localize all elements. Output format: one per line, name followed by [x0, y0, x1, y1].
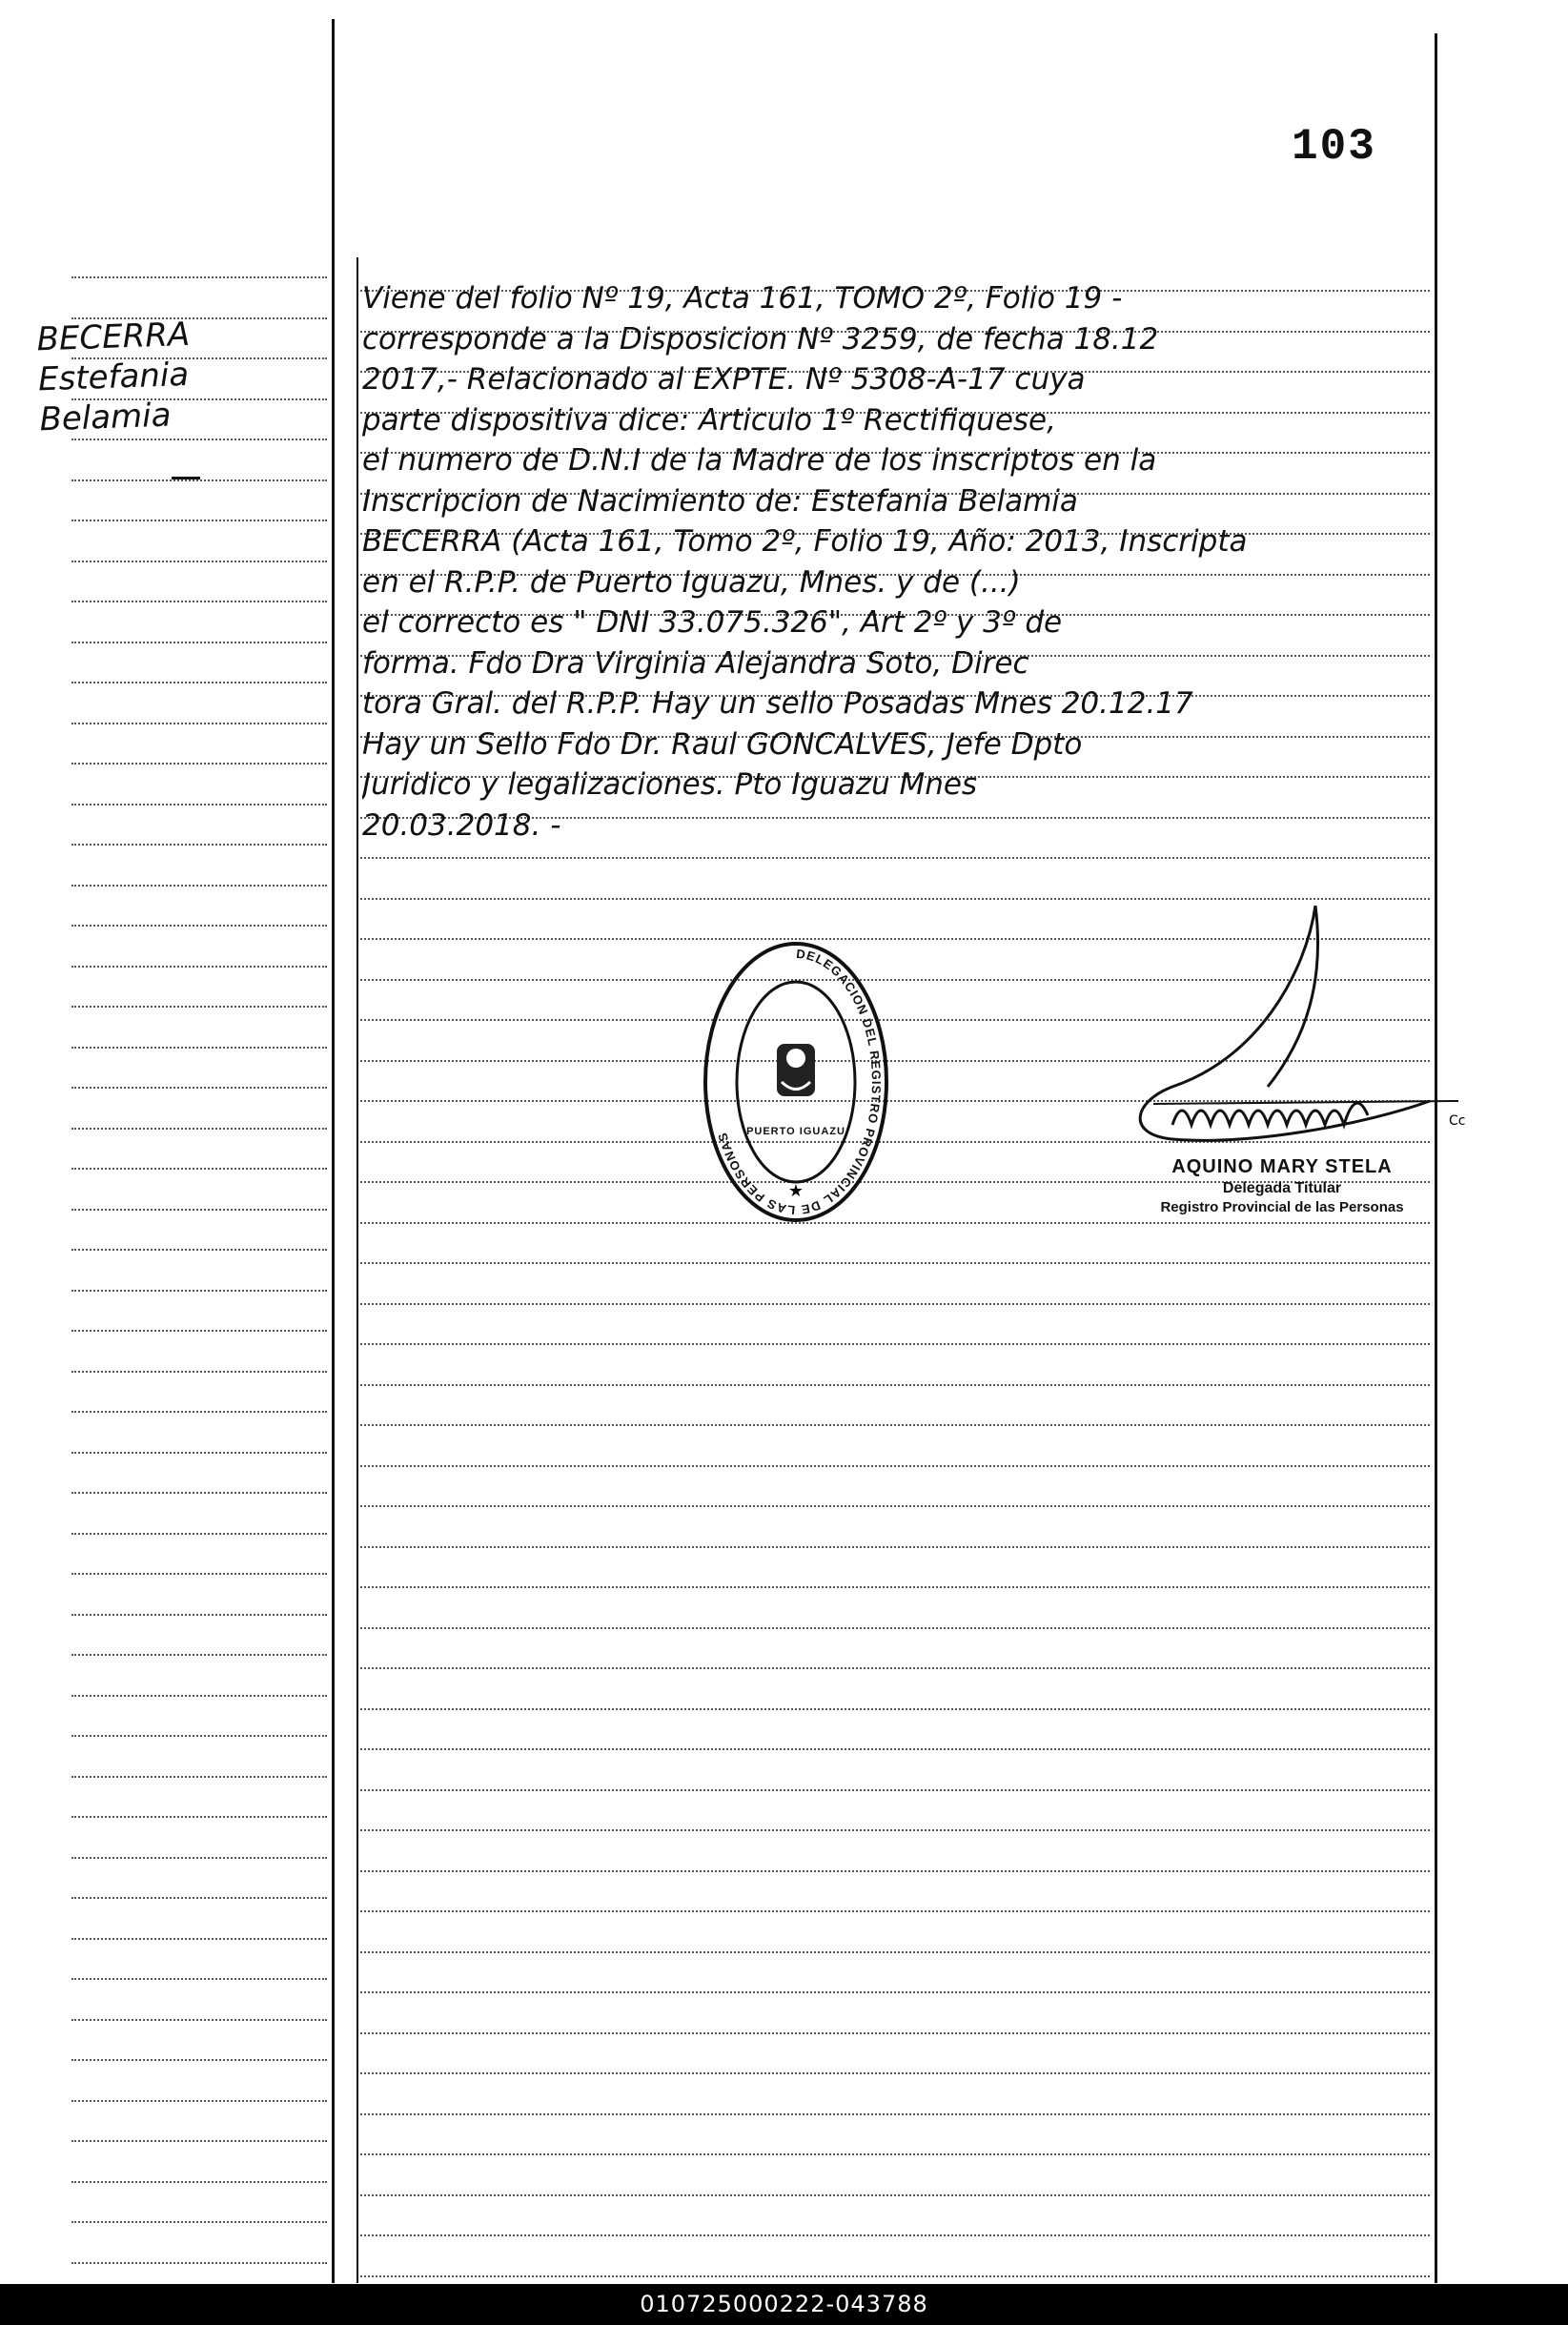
margin-ruled-line: [71, 561, 327, 562]
signer-role: Delegada Titular: [1222, 1180, 1342, 1196]
body-ruled-line: [360, 1910, 1430, 1912]
body-ruled-line: [360, 2113, 1430, 2115]
margin-ruled-line: [71, 1654, 327, 1656]
body-ruled-line: [360, 1748, 1430, 1750]
margin-ruled-line: [71, 723, 327, 724]
margin-ruled-line: [71, 1047, 327, 1049]
margin-ruled-line: [71, 1614, 327, 1616]
body-ruled-line: [360, 1870, 1430, 1872]
footer-bar: [0, 2284, 1568, 2325]
body-ruled-line: [360, 2032, 1430, 2034]
entry-line: Inscripcion de Nacimiento de: Estefania Belamia: [362, 483, 1078, 519]
entry-line: tora Gral. del R.P.P. Hay un sello Posadas Mnes 20.12.17: [362, 686, 1193, 721]
margin-ruled-line: [71, 1411, 327, 1413]
margin-ruled-line: [71, 2100, 327, 2102]
entry-line: BECERRA (Acta 161, Tomo 2º, Folio 19, Año: 2013, Inscripta: [362, 524, 1248, 559]
handwritten-entry: [362, 278, 1435, 846]
margin-ruled-line: [71, 1857, 327, 1859]
svg-text:★: ★: [787, 1181, 804, 1201]
margin-ruled-line: [71, 1290, 327, 1292]
margin-ruled-line: [71, 276, 327, 278]
margin-ruled-line: [71, 1492, 327, 1494]
inner-rule: [356, 257, 358, 2283]
margin-ruled-line: [71, 1938, 327, 1940]
entry-line: forma. Fdo Dra Virginia Alejandra Soto, Direc: [362, 645, 1029, 681]
official-seal: [701, 939, 891, 1225]
body-ruled-line: [360, 2275, 1430, 2277]
margin-ruled-line: [71, 1776, 327, 1778]
body-ruled-line: [360, 1951, 1430, 1953]
margin-ruled-line: [71, 885, 327, 887]
margin-ruled-line: [71, 1371, 327, 1373]
body-ruled-line: [360, 2072, 1430, 2074]
entry-line: en el R.P.P. de Puerto Iguazu, Mnes. y de (...): [362, 564, 1021, 600]
body-ruled-line: [360, 2194, 1430, 2196]
margin-ruled-line: [71, 966, 327, 968]
margin-ruled-line: [71, 804, 327, 806]
body-ruled-line: [360, 2153, 1430, 2155]
entry-line: Hay un Sello Fdo Dr. Raul GONCALVES, Jefe Dpto: [362, 726, 1083, 762]
body-ruled-line: [360, 1586, 1430, 1588]
body-ruled-line: [360, 1222, 1430, 1224]
body-ruled-line: [360, 1829, 1430, 1831]
seal-inner-text: PUERTO IGUAZU: [746, 1126, 845, 1137]
margin-ruled-line: [71, 601, 327, 602]
margin-ruled-line: [71, 1533, 327, 1535]
entry-line: el numero de D.N.I de la Madre de los inscriptos en la: [362, 443, 1157, 478]
entry-line: Viene del folio Nº 19, Acta 161, TOMO 2º, Folio 19 -: [362, 281, 1123, 316]
margin-ruled-line: [71, 1006, 327, 1008]
document-code: 010725000222-043788: [640, 2291, 928, 2317]
margin-ruled-line: [71, 2140, 327, 2142]
margin-note-line: BECERRA: [35, 315, 191, 359]
margin-ruled-line: [71, 1209, 327, 1211]
margin-ruled-line: [71, 844, 327, 846]
signer-name: AQUINO MARY STELA: [1171, 1156, 1393, 1177]
handwritten-signature: [1115, 896, 1477, 1153]
margin-ruled-line: [71, 438, 327, 440]
body-ruled-line: [360, 1708, 1430, 1710]
body-ruled-line: [360, 1627, 1430, 1629]
entry-line: 20.03.2018. -: [362, 807, 561, 843]
margin-ruled-line: [71, 1978, 327, 1980]
margin-ruled-line: [71, 1087, 327, 1089]
signer-organization: Registro Provincial de las Personas: [1160, 1199, 1404, 1215]
entry-line: el correcto es " DNI 33.075.326", Art 2º y 3º de: [362, 605, 1063, 640]
margin-ruled-line: [71, 2059, 327, 2061]
folio-number: 103: [1292, 122, 1376, 172]
signer-block: [1125, 1156, 1439, 1215]
body-ruled-line: [360, 2234, 1430, 2236]
body-ruled-line: [360, 857, 1430, 859]
margin-ruled-line: [71, 1735, 327, 1737]
margin-ruled-line: [71, 2221, 327, 2223]
body-ruled-line: [360, 1384, 1430, 1386]
margin-note: [36, 310, 336, 440]
margin-ruled-line: [71, 1573, 327, 1575]
margin-ruled-line: [71, 2019, 327, 2021]
margin-ruled-line: [71, 1452, 327, 1454]
margin-ruled-line: [71, 1168, 327, 1170]
entry-line: corresponde a la Disposicion Nº 3259, de fecha 18.12: [362, 321, 1159, 357]
margin-ruled-line: [71, 520, 327, 521]
margin-ruled-line: [71, 682, 327, 683]
margin-note-line: Belamia: [38, 396, 173, 439]
body-ruled-line: [360, 1303, 1430, 1305]
margin-ruled-line: [71, 925, 327, 927]
margin-ruled-line: [71, 1695, 327, 1697]
body-ruled-line: [360, 1667, 1430, 1669]
margin-ruled-line: [71, 1816, 327, 1818]
entry-line: 2017,- Relacionado al EXPTE. Nº 5308-A-17 cuya: [362, 362, 1086, 397]
margin-ruled-line: [71, 1128, 327, 1130]
body-ruled-line: [360, 1546, 1430, 1548]
body-ruled-line: [360, 1789, 1430, 1791]
margin-ruled-line: [71, 2262, 327, 2264]
body-ruled-line: [360, 1343, 1430, 1345]
seal-ring-text: DELEGACION DEL REGISTRO PROVINCIAL DE LAS PERSONAS: [714, 946, 885, 1218]
body-ruled-line: [360, 1424, 1430, 1426]
margin-ruled-line: [71, 2181, 327, 2183]
margin-dash: [172, 477, 200, 479]
entry-line: parte dispositiva dice: Articulo 1º Rectifiquese,: [362, 402, 1056, 438]
body-ruled-line: [360, 1505, 1430, 1507]
svg-text:Cc: Cc: [1449, 1113, 1466, 1129]
margin-ruled-line: [71, 1249, 327, 1251]
margin-ruled-line: [71, 1330, 327, 1332]
body-ruled-line: [360, 1991, 1430, 1993]
entry-line: Juridico y legalizaciones. Pto Iguazu Mnes: [362, 767, 978, 802]
body-ruled-line: [360, 1465, 1430, 1467]
margin-ruled-line: [71, 763, 327, 765]
margin-note-line: Estefania: [37, 355, 190, 399]
margin-ruled-line: [71, 1897, 327, 1899]
margin-ruled-line: [71, 642, 327, 643]
body-ruled-line: [360, 1262, 1430, 1264]
